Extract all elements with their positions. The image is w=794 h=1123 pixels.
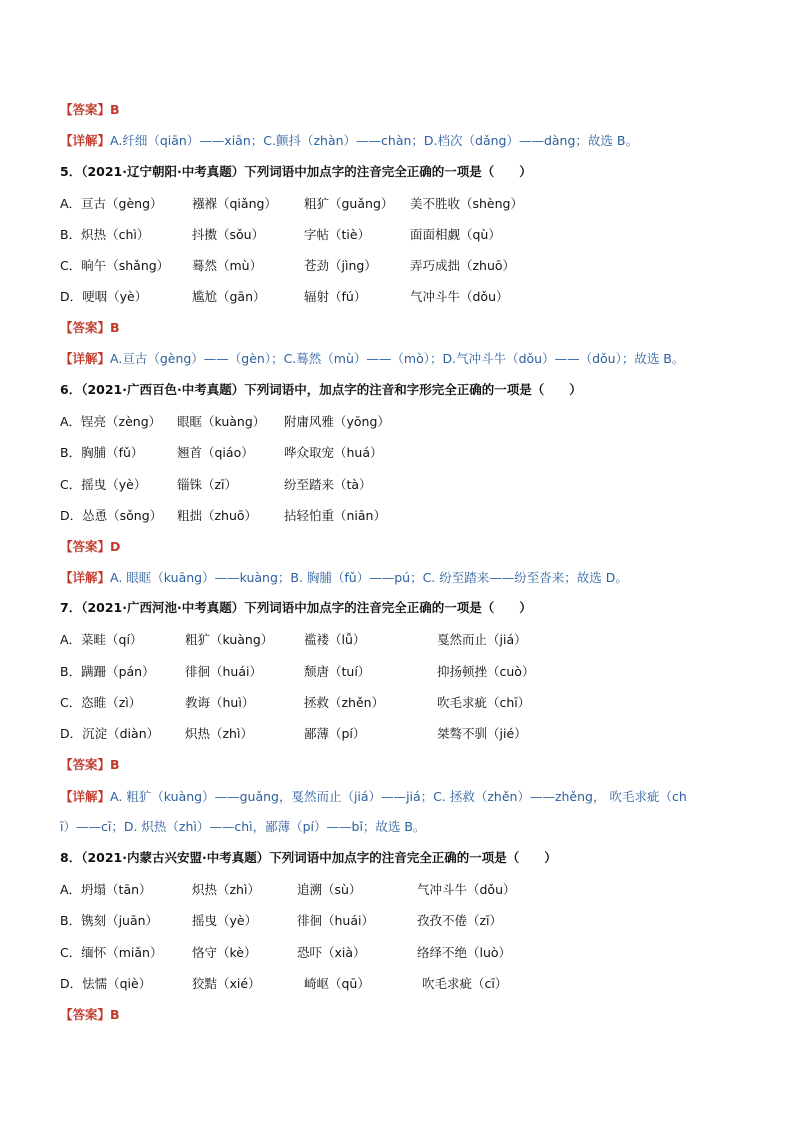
option-cell: 络绎不绝（luò）	[417, 945, 512, 960]
detail-tag: 【详解】	[60, 133, 111, 148]
option-cell: 粗拙（zhuō）	[177, 508, 258, 523]
option-cell: 崎岖（qū）	[304, 976, 370, 991]
question-7: 7．（2021·广西河池·中考真题）下列词语中加点字的注音完全正确的一项是（ ）	[60, 600, 532, 615]
option-cell: 美不胜收（shèng）	[410, 196, 523, 211]
answer-line	[60, 1004, 120, 1026]
option-cell: 蓦然（mù）	[192, 258, 263, 273]
option-cell: 拯救（zhěn）	[304, 695, 385, 710]
detail-tag: 【详解】	[60, 789, 111, 804]
option-cell: 眼眶（kuàng）	[177, 414, 266, 429]
option-cell: C．恣睢（zì）	[60, 695, 142, 710]
option-cell: 孜孜不倦（zī）	[417, 913, 503, 928]
option-cell: 粗犷（guǎng）	[304, 196, 394, 211]
option-cell: 摇曳（yè）	[192, 913, 258, 928]
detail-line	[60, 130, 638, 152]
option-cell: 纷至踏来（tà）	[284, 477, 372, 492]
answer-tag: 【答案】	[60, 1007, 111, 1022]
answer-line	[60, 99, 120, 121]
answer-value: D	[110, 539, 121, 554]
option-cell: A．坍塌（tān）	[60, 882, 152, 897]
answer-tag: 【答案】	[60, 320, 111, 335]
option-cell: 褴褛（lǚ）	[304, 632, 366, 647]
detail-text: ī）——cī；D. 炽热（zhì）——chì，鄙薄（pí）——bǐ；故选 B。	[60, 819, 426, 834]
detail-tag: 【详解】	[60, 570, 111, 585]
question-5: 5．（2021·辽宁朝阳·中考真题）下列词语中加点字的注音完全正确的一项是（ ）	[60, 164, 532, 179]
option-cell: 锱铢（zī）	[177, 477, 238, 492]
option-cell: 苍劲（jìng）	[304, 258, 377, 273]
answer-value: B	[110, 102, 120, 117]
option-cell: 炽热（zhì）	[192, 882, 260, 897]
answer-tag: 【答案】	[60, 102, 111, 117]
option-cell: 字帖（tiè）	[304, 227, 371, 242]
option-cell: B．炽热（chì）	[60, 227, 150, 242]
option-cell: 吹毛求疵（cī）	[422, 976, 508, 991]
option-cell: 气冲斗牛（dǒu）	[410, 289, 509, 304]
option-cell: 弄巧成拙（zhuō）	[410, 258, 516, 273]
option-cell: 粗犷（kuàng）	[185, 632, 274, 647]
answer-line	[60, 536, 120, 558]
option-cell: B．蹒跚（pán）	[60, 664, 155, 679]
detail-text: A. 眼眶（kuāng）——kuàng；B. 胸脯（fǔ）——pú；C. 纷至踏来——纷至沓来；故选 D。	[110, 570, 628, 585]
option-cell: C．摇曳（yè）	[60, 477, 147, 492]
option-cell: 追溯（sù）	[297, 882, 362, 897]
option-cell: 辐射（fú）	[304, 289, 367, 304]
option-cell: 抑扬顿挫（cuò）	[437, 664, 535, 679]
option-cell: 哗众取宠（huá）	[284, 445, 383, 460]
option-cell: B．胸脯（fǔ）	[60, 445, 144, 460]
answer-line	[60, 317, 120, 339]
option-cell: A．亘古（gèng）	[60, 196, 163, 211]
answer-value: B	[110, 1007, 120, 1022]
detail-line-continued	[60, 816, 425, 838]
option-cell: 吹毛求疵（chī）	[437, 695, 531, 710]
option-cell: 气冲斗牛（dǒu）	[417, 882, 516, 897]
option-cell: 附庸风雅（yōng）	[284, 414, 390, 429]
option-cell: 尴尬（gān）	[192, 289, 266, 304]
option-cell: 面面相觑（qù）	[410, 227, 501, 242]
question-8: 8．（2021·内蒙古兴安盟·中考真题）下列词语中加点字的注音完全正确的一项是（ ）	[60, 850, 557, 865]
option-cell: 桀骜不驯（jié）	[437, 726, 527, 741]
option-cell: 颓唐（tuí）	[304, 664, 371, 679]
answer-line	[60, 754, 120, 776]
detail-text: A.纤细（qiān）——xiān；C.颤抖（zhàn）——chàn；D.档次（dǎng）——dàng；故选 B。	[110, 133, 638, 148]
option-cell: 翘首（qiáo）	[177, 445, 254, 460]
option-cell: 恪守（kè）	[192, 945, 257, 960]
option-cell: C．缅怀（miǎn）	[60, 945, 163, 960]
option-cell: 戛然而止（jiá）	[437, 632, 527, 647]
option-cell: A．锃亮（zèng）	[60, 414, 162, 429]
answer-value: B	[110, 757, 120, 772]
option-cell: D．哽咽（yè）	[60, 289, 148, 304]
question-6: 6．（2021·广西百色·中考真题）下列词语中，加点字的注音和字形完全正确的一项是（ ）	[60, 382, 582, 397]
option-cell: 鄙薄（pí）	[304, 726, 366, 741]
option-cell: C．晌午（shǎng）	[60, 258, 170, 273]
answer-tag: 【答案】	[60, 757, 111, 772]
option-cell: A．菜畦（qí）	[60, 632, 143, 647]
option-cell: 徘徊（huái）	[297, 913, 374, 928]
option-cell: 徘徊（huái）	[185, 664, 262, 679]
option-cell: 恐吓（xià）	[297, 945, 366, 960]
option-cell: 抖擞（sǒu）	[192, 227, 265, 242]
detail-text: A. 粗犷（kuàng）——guǎng，戛然而止（jiá）——jiá；C. 拯救（zhěn）——zhěng， 吹毛求疵（ch	[110, 789, 687, 804]
detail-tag: 【详解】	[60, 351, 111, 366]
detail-line	[60, 567, 628, 589]
detail-text: A.亘古（gèng）——（gèn）；C.蓦然（mù）——（mò）；D.气冲斗牛（dǒu）——（dǒu）；故选 B。	[110, 351, 685, 366]
detail-line	[60, 348, 684, 370]
option-cell: D．沉淀（diàn）	[60, 726, 160, 741]
option-cell: 狡黠（xié）	[192, 976, 261, 991]
option-cell: B．镌刻（juān）	[60, 913, 159, 928]
detail-line	[60, 786, 687, 808]
answer-tag: 【答案】	[60, 539, 111, 554]
option-cell: 炽热（zhì）	[185, 726, 253, 741]
option-cell: 襁褓（qiǎng）	[192, 196, 277, 211]
option-cell: 拈轻怕重（niān）	[284, 508, 386, 523]
option-cell: 教诲（huì）	[185, 695, 255, 710]
option-cell: D．怯懦（qiè）	[60, 976, 152, 991]
option-cell: D．怂恿（sǒng）	[60, 508, 163, 523]
answer-value: B	[110, 320, 120, 335]
